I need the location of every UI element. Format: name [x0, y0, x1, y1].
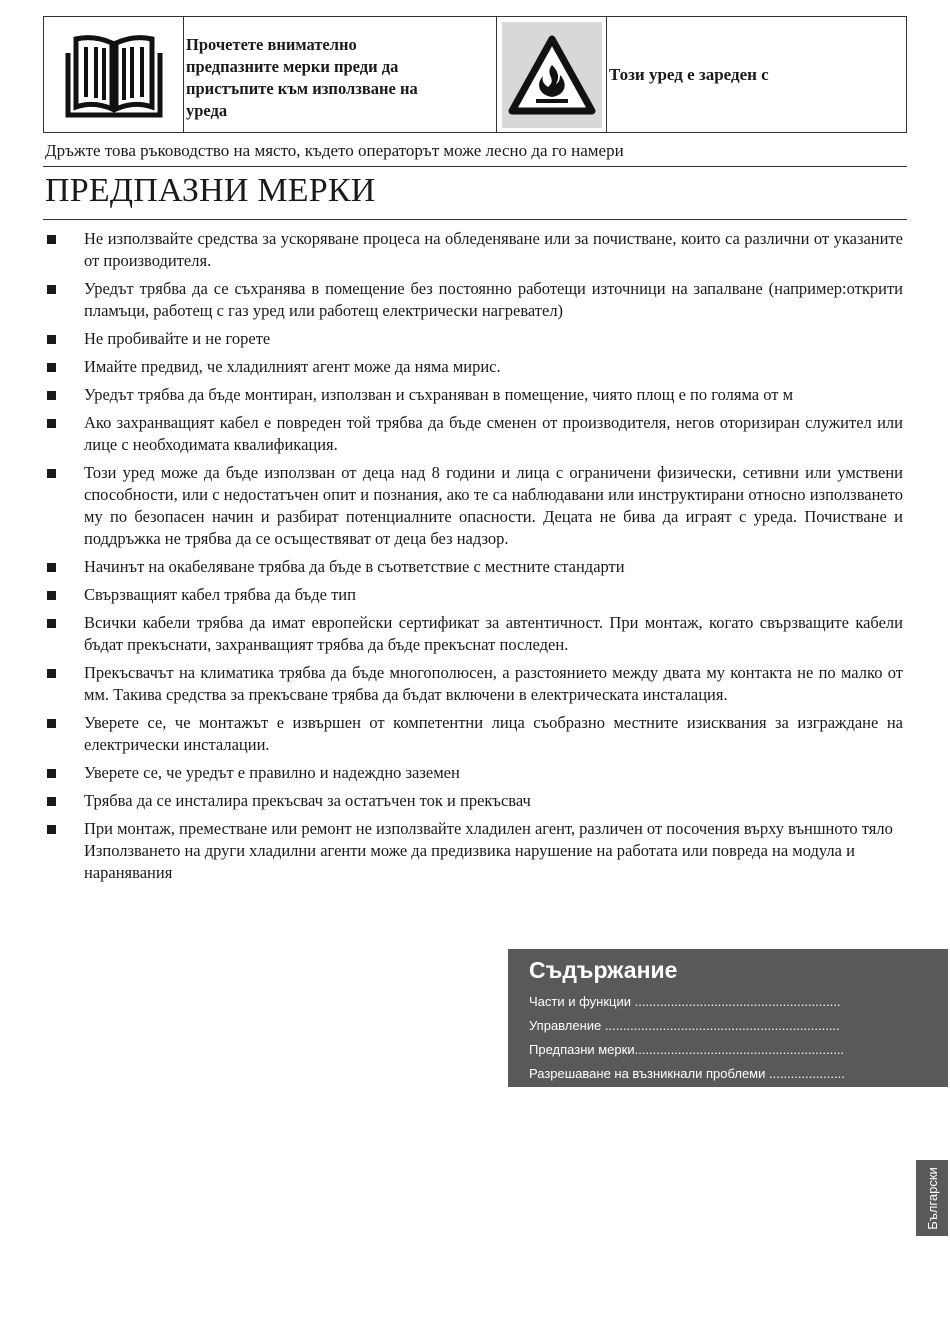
square-bullet-icon	[47, 797, 56, 806]
list-item-text: При монтаж, преместване или ремонт не използвайте хладилен агент, различен от посочения върху външното тяло Използването на други хладилни агенти може да предизвика нарушение на работата или повреда на модула и наранявания	[84, 819, 893, 882]
list-item-text: Всички кабели трябва да имат европейски сертификат за автентичност. При монтаж, когато свързващите кабели бъдат прекъснати, захранващият трябва да бъде прекъснат последен.	[84, 613, 903, 654]
language-tab	[916, 1160, 948, 1236]
precautions-list	[45, 228, 903, 890]
list-item	[45, 662, 903, 706]
contents-item-precautions[interactable]: Предпазни мерки..........................................................	[529, 1042, 845, 1057]
list-item-text: Този уред може да бъде използван от деца над 8 години и лица с ограничени физически, сетивни или умствени способности, или с недостатъчен опит и познания, ако те са наблюдавани или инструктирани относно използването му по безопасен начин и разбират потенциалните опасности. Децата не бива да играят с уреда. Почистване и поддръжка не трябва да се осъществяват от деца без надзор.	[84, 463, 903, 548]
list-item	[45, 612, 903, 656]
contents-item-control[interactable]: Управление .................................................................	[529, 1018, 840, 1033]
square-bullet-icon	[47, 363, 56, 372]
list-item-text: Имайте предвид, че хладилният агент може да няма мирис.	[84, 357, 501, 376]
contents-box	[508, 949, 948, 1087]
square-bullet-icon	[47, 335, 56, 344]
read-text-line: пристъпите към използване на	[186, 79, 418, 98]
flammable-warning-cell	[497, 17, 607, 132]
read-instructions-text	[184, 17, 497, 132]
keep-manual-note: Дръжте това ръководство на място, където операторът може лесно да го намери	[45, 141, 624, 160]
read-text-line: уреда	[186, 101, 228, 120]
square-bullet-icon	[47, 563, 56, 572]
list-item	[45, 356, 903, 378]
square-bullet-icon	[47, 669, 56, 678]
list-item-text: Трябва да се инсталира прекъсвач за остатъчен ток и прекъсвач	[84, 791, 531, 810]
list-item	[45, 412, 903, 456]
contents-item-troubleshooting[interactable]: Разрешаване на възникнали проблеми .....................	[529, 1066, 845, 1081]
list-item	[45, 278, 903, 322]
square-bullet-icon	[47, 769, 56, 778]
square-bullet-icon	[47, 469, 56, 478]
list-item	[45, 462, 903, 550]
list-item	[45, 818, 903, 884]
read-text-line: Прочетете внимателно	[186, 35, 357, 54]
square-bullet-icon	[47, 285, 56, 294]
list-item-text: Уверете се, че монтажът е извършен от компетентни лица съобразно местните изисквания за изграждане на електрически инсталации.	[84, 713, 903, 754]
list-item-text: Не пробивайте и не горете	[84, 329, 271, 348]
square-bullet-icon	[47, 419, 56, 428]
square-bullet-icon	[47, 825, 56, 834]
list-item-text: Прекъсвачът на климатика трябва да бъде многополюсен, а разстоянието между двата му контакта не по малко от мм. Такива средства за прекъсване трябва да бъдат включени в електрическата инсталация.	[84, 663, 903, 704]
list-item	[45, 328, 903, 350]
header-table	[43, 16, 907, 133]
list-item-text: Уредът трябва да бъде монтиран, използван и съхраняван в помещение, чиято площ е по голяма от м	[84, 385, 794, 404]
list-item-text: Ако захранващият кабел е повреден той трябва да бъде сменен от производителя, негов оторизиран служител или лице с необходимата квалификация.	[84, 413, 903, 454]
square-bullet-icon	[47, 391, 56, 400]
list-item-text: Свързващият кабел трябва да бъде тип	[84, 585, 356, 604]
square-bullet-icon	[47, 235, 56, 244]
charged-with-text: Този уред е зареден с	[609, 64, 769, 84]
contents-title: Съдържание	[529, 957, 678, 983]
list-item-text: Уверете се, че уредът е правилно и надеждно заземен	[84, 763, 460, 782]
list-item	[45, 384, 903, 406]
square-bullet-icon	[47, 591, 56, 600]
square-bullet-icon	[47, 619, 56, 628]
language-tab-label: Български	[924, 1166, 940, 1230]
contents-item-parts[interactable]: Части и функции .........................................................	[529, 994, 841, 1009]
square-bullet-icon	[47, 719, 56, 728]
list-item	[45, 790, 903, 812]
list-item-text: Уредът трябва да се съхранява в помещение без постоянно работещи източници на запалване (например:открити пламъци, работещ с газ уред или работещ електрически нагревател)	[84, 279, 903, 320]
flammable-warning-icon	[502, 22, 602, 128]
list-item	[45, 762, 903, 784]
section-title: ПРЕДПАЗНИ МЕРКИ	[45, 172, 376, 209]
list-item	[45, 712, 903, 756]
list-item-text: Не използвайте средства за ускоряване процеса на обледеняване или за почистване, които са различни от указаните от производителя.	[84, 229, 903, 270]
divider	[43, 219, 907, 220]
divider	[43, 166, 907, 167]
manual-book-icon	[44, 17, 184, 132]
list-item	[45, 556, 903, 578]
read-text-line: предпазните мерки преди да	[186, 57, 399, 76]
list-item	[45, 228, 903, 272]
list-item	[45, 584, 903, 606]
list-item-text: Начинът на окабеляване трябва да бъде в съответствие с местните стандарти	[84, 557, 625, 576]
